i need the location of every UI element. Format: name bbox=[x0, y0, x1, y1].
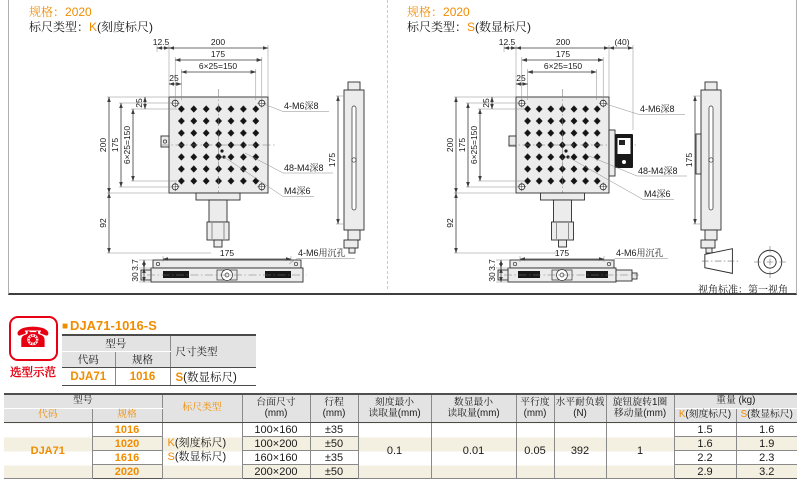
panel-k-spec-line bbox=[29, 5, 92, 19]
col-header-code: 代码 bbox=[4, 409, 92, 423]
first-angle-circle-icon bbox=[754, 246, 786, 278]
type-label: 标尺类型： bbox=[29, 20, 90, 34]
dim-label: 25 bbox=[481, 98, 491, 108]
callout-label: 48-M4深8 bbox=[638, 166, 678, 176]
dim-label: 92 bbox=[98, 218, 108, 228]
panel-k-type-line bbox=[29, 20, 153, 34]
col-header-parallelism: 平行度 (mm) bbox=[516, 394, 554, 423]
dim-label: 200 bbox=[98, 137, 108, 153]
cell-stroke: ±35 bbox=[310, 423, 358, 437]
panel-k-drawing bbox=[11, 34, 387, 292]
dim-label: 175 bbox=[684, 152, 694, 168]
dim-label: 3.7 bbox=[487, 259, 497, 271]
cell-stroke: ±50 bbox=[310, 465, 358, 479]
dim-label: 200 bbox=[555, 37, 571, 47]
dim-label: 92 bbox=[445, 218, 455, 228]
type-desc: (数显标尺) bbox=[183, 371, 237, 384]
dim-label: (40) bbox=[614, 37, 630, 47]
phone-badge-box bbox=[9, 316, 58, 361]
col-header-weight-s: S(数显标尺) bbox=[736, 409, 797, 423]
col-header-weight: 重量 (kg) bbox=[674, 394, 797, 409]
dim-label: 175 bbox=[327, 152, 337, 168]
cell-size-type bbox=[170, 368, 256, 386]
col-header-code: 代码 bbox=[62, 352, 115, 368]
col-header-scale-min: 刻度最小 读取量(mm) bbox=[358, 394, 431, 423]
col-header-model: 型号 bbox=[4, 394, 162, 409]
cell-scale-type bbox=[162, 423, 242, 479]
dim-label: 200 bbox=[210, 37, 226, 47]
dim-label: 30 bbox=[130, 272, 140, 282]
cell-spec: 1016 bbox=[115, 368, 170, 386]
callout-label: 4-M6用沉孔 bbox=[616, 248, 664, 258]
cell-surface-size: 100×200 bbox=[242, 437, 310, 451]
dim-label: 6×25=150 bbox=[198, 61, 238, 71]
display-bracket bbox=[609, 130, 615, 176]
type-key: S bbox=[467, 20, 476, 34]
dim-label: 25 bbox=[516, 73, 526, 83]
drawing-area bbox=[8, 0, 797, 295]
scale-s: S bbox=[167, 450, 175, 463]
dim-label: 175 bbox=[457, 137, 467, 153]
dim-label: 25 bbox=[134, 98, 144, 108]
spec-label: 规格： bbox=[29, 5, 66, 19]
cell-weight-k: 1.5 bbox=[674, 423, 736, 437]
cell-code: DJA71 bbox=[62, 368, 115, 386]
selection-table bbox=[62, 334, 256, 386]
col-header-scale-type: 标尺类型 bbox=[162, 394, 242, 423]
spec-label: 规格： bbox=[407, 5, 444, 19]
col-header-load: 水平耐负载 (N) bbox=[554, 394, 606, 423]
bullet-square-icon: ■ bbox=[62, 321, 69, 332]
cell-weight-k: 2.2 bbox=[674, 451, 736, 465]
col-header-surface-size: 台面尺寸 (mm) bbox=[242, 394, 310, 423]
col-header-knob-move: 旋钮旋转1圈 移动量(mm) bbox=[606, 394, 674, 423]
model-number-heading bbox=[62, 318, 157, 333]
callout-label: 4-M6深8 bbox=[640, 104, 675, 114]
dim-label: 6×25=150 bbox=[122, 125, 132, 165]
dim-label: 30 bbox=[487, 272, 497, 282]
dim-label: 200 bbox=[445, 137, 455, 153]
table-row bbox=[4, 423, 797, 437]
spec-value: 2020 bbox=[65, 5, 92, 19]
spec-value: 2020 bbox=[443, 5, 470, 19]
type-desc: (刻度标尺) bbox=[97, 20, 154, 34]
cell-weight-s: 2.3 bbox=[736, 451, 797, 465]
view-standard-text: 视角标准：第一视角 bbox=[698, 285, 788, 296]
scale-s-desc: (数显标尺) bbox=[174, 450, 227, 463]
cell-knob-move: 1 bbox=[606, 423, 674, 479]
cell-weight-s: 1.6 bbox=[736, 423, 797, 437]
scale-k: K bbox=[167, 436, 175, 449]
type-key: K bbox=[89, 20, 98, 34]
dim-label: 175 bbox=[554, 248, 570, 258]
col-header-spec: 规格 bbox=[115, 352, 170, 368]
panel-s-spec-line bbox=[407, 5, 470, 19]
cell-load: 392 bbox=[554, 423, 606, 479]
cell-weight-k: 1.6 bbox=[674, 437, 736, 451]
dim-label: 175 bbox=[219, 248, 235, 258]
selection-example-label: 选型示范 bbox=[10, 367, 56, 379]
cell-spec: 1016 bbox=[92, 423, 162, 437]
cell-stroke: ±35 bbox=[310, 451, 358, 465]
cell-code: DJA71 bbox=[4, 423, 92, 479]
cell-weight-k: 2.9 bbox=[674, 465, 736, 479]
col-header-stroke: 行程 (mm) bbox=[310, 394, 358, 423]
type-desc: (数显标尺) bbox=[475, 20, 532, 34]
spec-table bbox=[4, 393, 797, 479]
cell-parallelism: 0.05 bbox=[516, 423, 554, 479]
type-key: S bbox=[175, 371, 184, 384]
callout-label: 48-M4深8 bbox=[284, 163, 324, 173]
cell-spec: 1020 bbox=[92, 437, 162, 451]
cell-weight-s: 1.9 bbox=[736, 437, 797, 451]
dim-label: 175 bbox=[210, 49, 226, 59]
model-number-text: DJA71-1016-S bbox=[70, 318, 157, 333]
callout-label: M4深6 bbox=[644, 189, 671, 199]
selection-example-badge bbox=[8, 316, 58, 380]
dim-label: 3.7 bbox=[130, 259, 140, 271]
col-header-digital-min: 数显最小 读取量(mm) bbox=[431, 394, 516, 423]
view-standard-legend bbox=[698, 246, 802, 296]
dim-label: 12.5 bbox=[498, 37, 516, 47]
phone-icon: ☎ bbox=[15, 322, 51, 353]
col-header-spec: 规格 bbox=[92, 409, 162, 423]
dim-label: 25 bbox=[169, 73, 179, 83]
cell-scale-min: 0.1 bbox=[358, 423, 431, 479]
first-angle-cone-icon bbox=[702, 247, 740, 277]
col-header-weight-k: K(刻度标尺) bbox=[674, 409, 736, 423]
scale-k-desc: (刻度标尺) bbox=[174, 436, 227, 449]
col-header-size-type: 尺寸类型 bbox=[170, 335, 256, 368]
callout-label: 4-M6用沉孔 bbox=[298, 248, 346, 258]
dim-label: 6×25=150 bbox=[469, 125, 479, 165]
callout-label: M4深6 bbox=[284, 186, 311, 196]
cell-stroke: ±50 bbox=[310, 437, 358, 451]
cell-weight-s: 3.2 bbox=[736, 465, 797, 479]
cell-spec: 1616 bbox=[92, 451, 162, 465]
dim-label: 175 bbox=[110, 137, 120, 153]
cell-spec: 2020 bbox=[92, 465, 162, 479]
cell-surface-size: 200×200 bbox=[242, 465, 310, 479]
dim-label: 175 bbox=[555, 49, 571, 59]
panel-s-type-line bbox=[407, 20, 531, 34]
cell-surface-size: 100×160 bbox=[242, 423, 310, 437]
cell-digital-min: 0.01 bbox=[431, 423, 516, 479]
dim-label: 12.5 bbox=[152, 37, 170, 47]
col-header-model: 型号 bbox=[62, 335, 170, 352]
panel-divider bbox=[387, 0, 388, 289]
dim-label: 6×25=150 bbox=[543, 61, 583, 71]
type-label: 标尺类型： bbox=[407, 20, 468, 34]
callout-label: 4-M6深8 bbox=[284, 101, 319, 111]
cell-surface-size: 160×160 bbox=[242, 451, 310, 465]
